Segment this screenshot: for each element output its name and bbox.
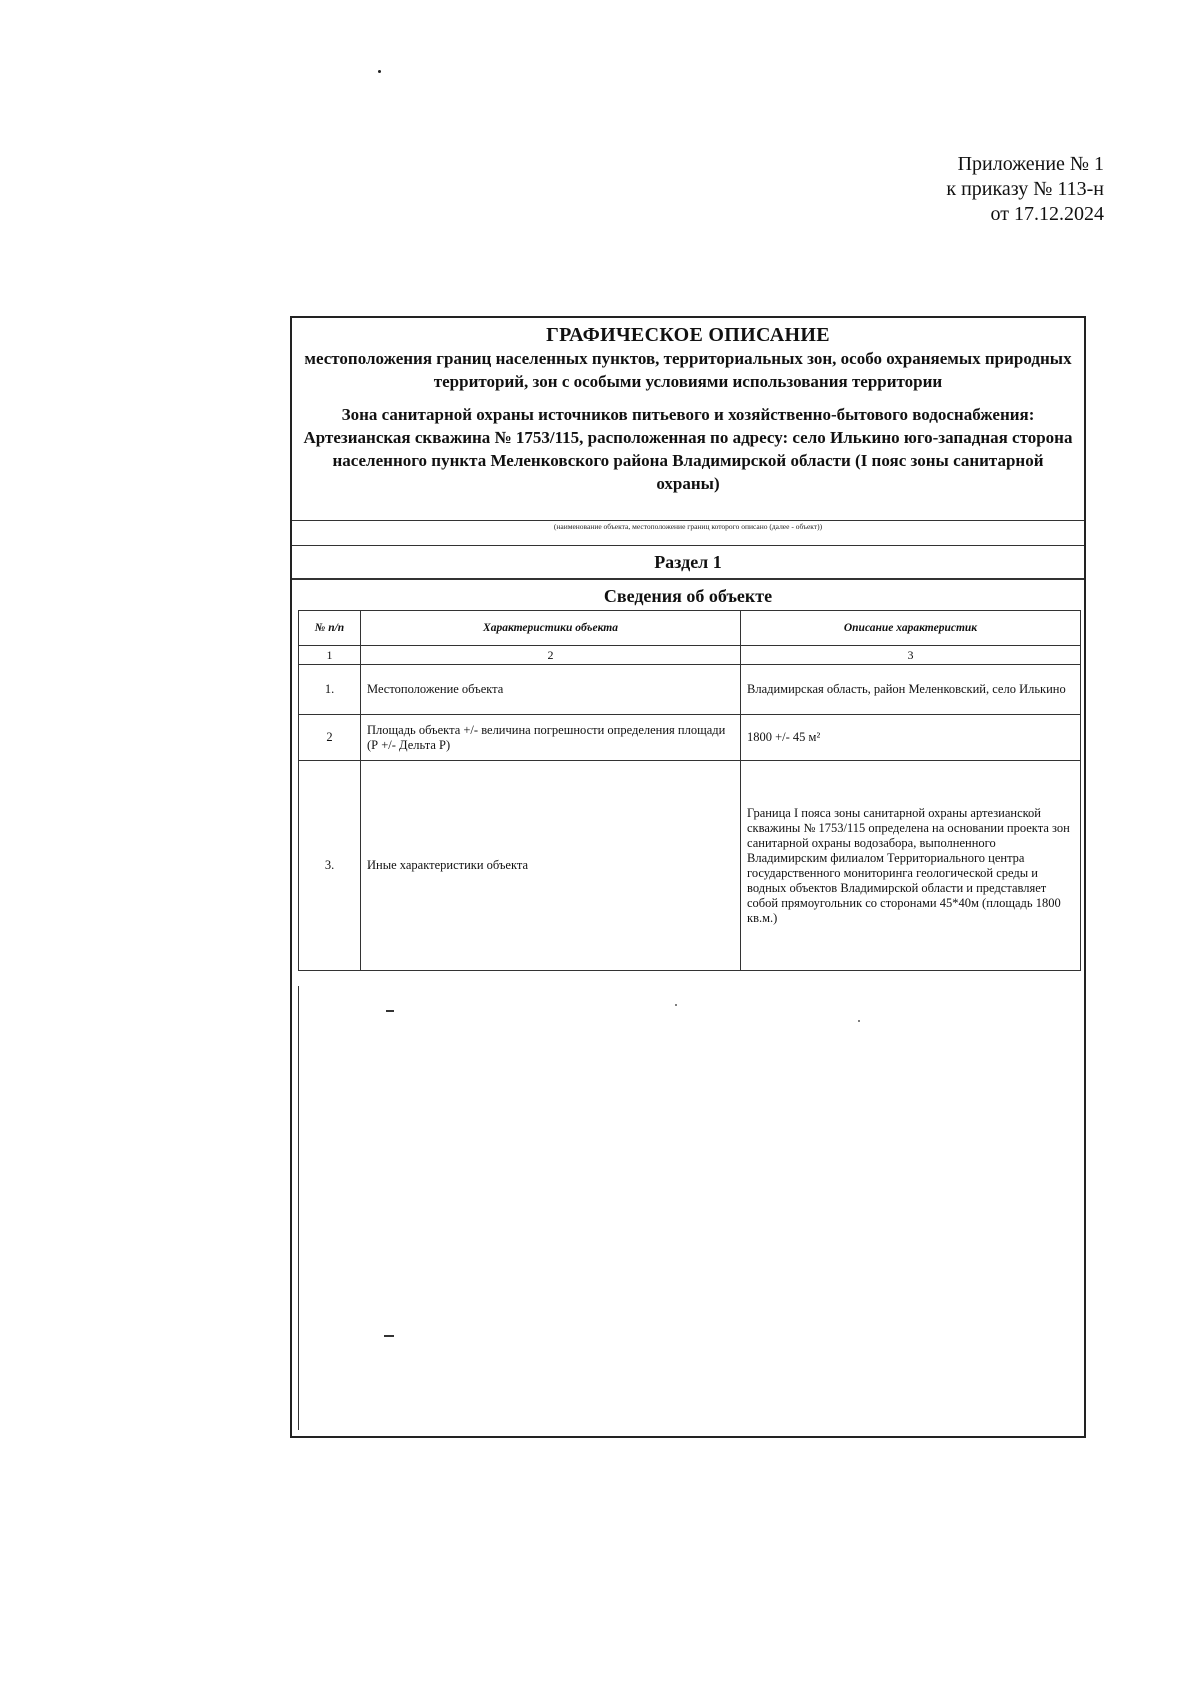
- row-number: 3.: [299, 761, 361, 971]
- row-characteristic: Иные характеристики объекта: [361, 761, 741, 971]
- section-subtitle: Сведения об объекте: [292, 578, 1084, 610]
- object-note: (наименование объекта, местоположение границ которого описано (далее - объект)): [553, 522, 823, 531]
- appendix-header: [946, 152, 1104, 227]
- row-description: Владимирская область, район Меленковский, село Илькино: [741, 665, 1081, 715]
- row-description: Граница I пояса зоны санитарной охраны артезианской скважины № 1753/115 определена на основании проекта зон санитарной охраны водозабора, выполненного Владимирским филиалом Территориального центра государственного мониторинга геологической среды и водных объектов Владимирской области и представляет собой прямоугольник со сторонами 45*40м (площадь 1800 кв.м.): [741, 761, 1081, 971]
- index-cell: 2: [361, 646, 741, 665]
- appendix-line-2: к приказу № 113-н: [946, 178, 1104, 200]
- header-num: № п/п: [299, 611, 361, 646]
- table-row: [299, 715, 1081, 761]
- table-header-row: [299, 611, 1081, 646]
- header-description: Описание характеристик: [741, 611, 1081, 646]
- graphic-area: [298, 986, 1082, 1430]
- scan-speck: [378, 70, 381, 73]
- row-number: 2: [299, 715, 361, 761]
- appendix-line-1: Приложение № 1: [957, 153, 1104, 175]
- table-index-row: [299, 646, 1081, 665]
- row-number: 1.: [299, 665, 361, 715]
- table-row: [299, 665, 1081, 715]
- section-title: Раздел 1: [292, 545, 1084, 576]
- scan-speck: [858, 1020, 860, 1022]
- header-characteristic: Характеристики объекта: [361, 611, 741, 646]
- note-divider: [292, 520, 1084, 521]
- document-title: ГРАФИЧЕСКОЕ ОПИСАНИЕ: [546, 324, 830, 346]
- row-description: 1800 +/- 45 м²: [741, 715, 1081, 761]
- table-row: [299, 761, 1081, 971]
- appendix-line-3: от 17.12.2024: [990, 203, 1104, 225]
- object-info-table: [298, 610, 1081, 971]
- scan-mark: [384, 1335, 394, 1337]
- zone-name: Зона санитарной охраны источников питьевого и хозяйственно-бытового водоснабжения: Артезианская скважина № 1753/115, расположенная по адресу: село Илькино юго-западная сторона населенного пункта Меленковского района Владимирской области (I пояс зоны санитарной охраны): [303, 405, 1073, 493]
- row-characteristic: Местоположение объекта: [361, 665, 741, 715]
- scan-mark: [386, 1010, 394, 1012]
- title-block: [292, 318, 1084, 495]
- scan-speck: [675, 1004, 677, 1006]
- document-frame: [290, 316, 1086, 1438]
- index-cell: 1: [299, 646, 361, 665]
- row-characteristic: Площадь объекта +/- величина погрешности определения площади (Р +/- Дельта Р): [361, 715, 741, 761]
- document-subtitle: местоположения границ населенных пунктов, территориальных зон, особо охраняемых природных территорий, зон с особыми условиями использования территории: [304, 349, 1072, 391]
- index-cell: 3: [741, 646, 1081, 665]
